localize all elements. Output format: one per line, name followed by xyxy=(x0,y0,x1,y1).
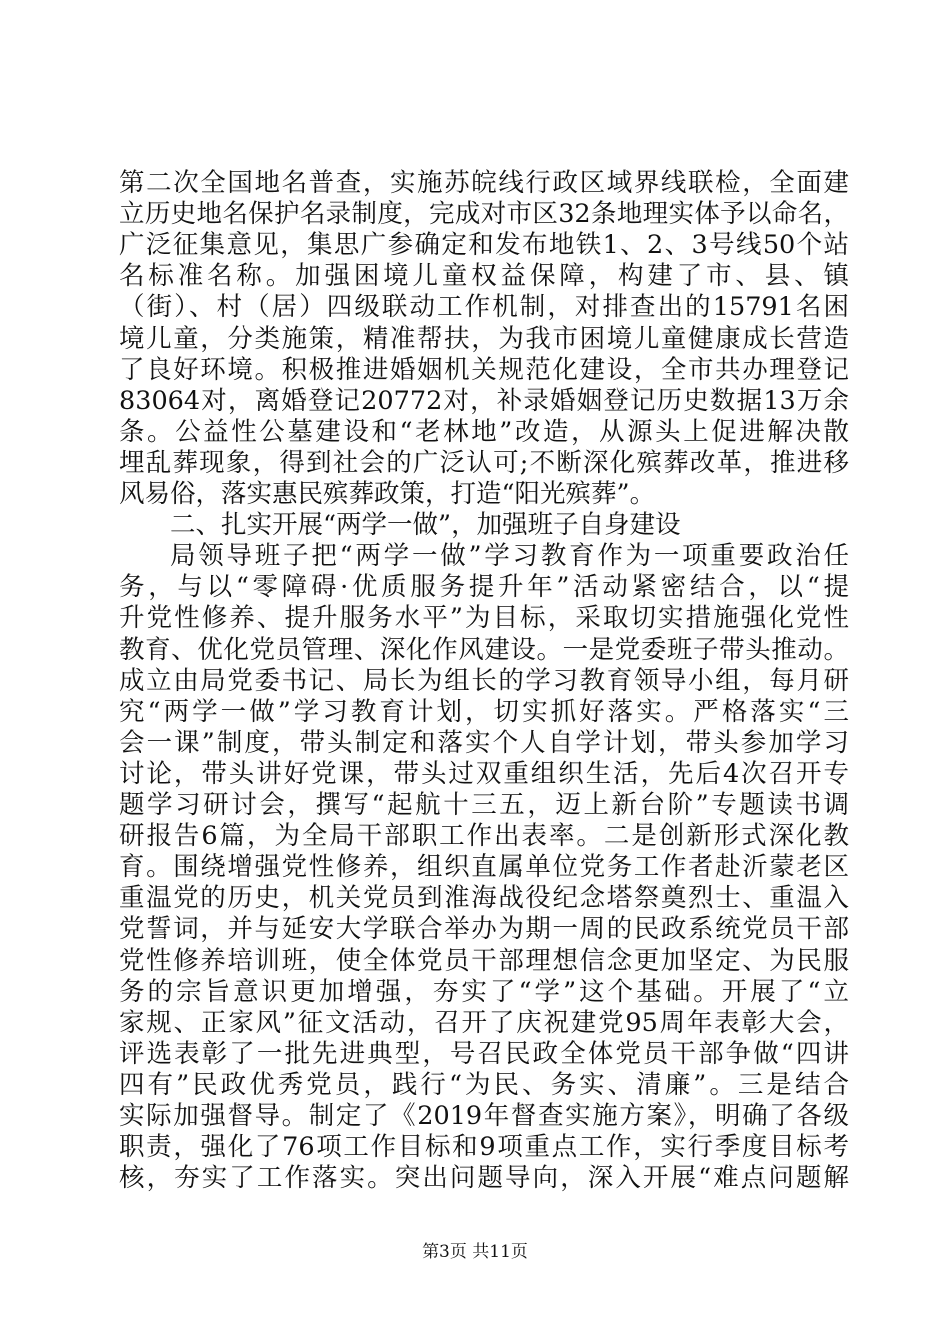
text-line: 育。围绕增强党性修养，组织直属单位党务工作者赴沂蒙老区 xyxy=(119,852,849,882)
text-line: 名标准名称。加强困境儿童权益保障，构建了市、县、镇 xyxy=(119,261,849,291)
text-line: 83064对，离婚登记20772对，补录婚姻登记历史数据13万余 xyxy=(119,386,849,416)
text-line: 党性修养培训班，使全体党员干部理想信念更加坚定、为民服 xyxy=(119,946,849,976)
text-line: 职责，强化了76项工作目标和9项重点工作，实行季度目标考 xyxy=(119,1132,849,1162)
text-line: 了良好环境。积极推进婚姻机关规范化建设，全市共办理登记 xyxy=(119,355,849,385)
text-line: 党誓词，并与延安大学联合举办为期一周的民政系统党员干部 xyxy=(119,914,849,944)
text-line: 家规、正家风”征文活动，召开了庆祝建党95周年表彰大会， xyxy=(119,1008,849,1038)
text-line: 局领导班子把“两学一做”学习教育作为一项重要政治任 xyxy=(170,541,849,571)
text-line: 会一课”制度，带头制定和落实个人自学计划，带头参加学习 xyxy=(119,728,849,758)
text-line: 务，与以“零障碍·优质服务提升年”活动紧密结合，以“提 xyxy=(119,572,849,602)
text-line: 实际加强督导。制定了《2019年督查实施方案》，明确了各级 xyxy=(119,1101,849,1131)
section-heading: 二、扎实开展“两学一做”，加强班子自身建设 xyxy=(170,510,681,540)
text-line: 核，夯实了工作落实。突出问题导向，深入开展“难点问题解 xyxy=(119,1163,849,1193)
page-number-footer: 第3页 共11页 xyxy=(422,1242,528,1262)
text-line: 务的宗旨意识更加增强，夯实了“学”这个基础。开展了“立 xyxy=(119,977,849,1007)
text-line: 究“两学一做”学习教育计划，切实抓好落实。严格落实“三 xyxy=(119,697,849,727)
text-line: 讨论，带头讲好党课，带头过双重组织生活，先后4次召开专 xyxy=(119,759,849,789)
text-line: 研报告6篇，为全局干部职工作出表率。二是创新形式深化教 xyxy=(119,821,849,851)
text-line: 广泛征集意见，集思广参确定和发布地铁1、2、3号线50个站 xyxy=(119,230,849,260)
text-line: 四有”民政优秀党员，践行“为民、务实、清廉”。三是结合 xyxy=(119,1070,849,1100)
text-line: 升党性修养、提升服务水平”为目标，采取切实措施强化党性 xyxy=(119,603,849,633)
text-line: 第二次全国地名普查，实施苏皖线行政区域界线联检，全面建 xyxy=(119,168,849,198)
text-line: 教育、优化党员管理、深化作风建设。一是党委班子带头推动。 xyxy=(119,635,849,665)
text-line: 重温党的历史，机关党员到淮海战役纪念塔祭奠烈士、重温入 xyxy=(119,883,849,913)
text-line: 风易俗，落实惠民殡葬政策，打造“阳光殡葬”。 xyxy=(119,479,656,509)
text-line: 条。公益性公墓建设和“老林地”改造，从源头上促进解决散 xyxy=(119,417,849,447)
text-line: 评选表彰了一批先进典型，号召民政全体党员干部争做“四讲 xyxy=(119,1039,849,1069)
text-line: （街）、村（居）四级联动工作机制，对排查出的15791名困 xyxy=(119,292,849,322)
text-line: 境儿童，分类施策，精准帮扶，为我市困境儿童健康成长营造 xyxy=(119,324,849,354)
text-line: 立历史地名保护名录制度，完成对市区32条地理实体予以命名， xyxy=(119,199,849,229)
text-line: 埋乱葬现象，得到社会的广泛认可;不断深化殡葬改革，推进移 xyxy=(119,448,849,478)
text-line: 题学习研讨会，撰写“起航十三五，迈上新台阶”专题读书调 xyxy=(119,790,849,820)
text-line: 成立由局党委书记、局长为组长的学习教育领导小组，每月研 xyxy=(119,666,849,696)
